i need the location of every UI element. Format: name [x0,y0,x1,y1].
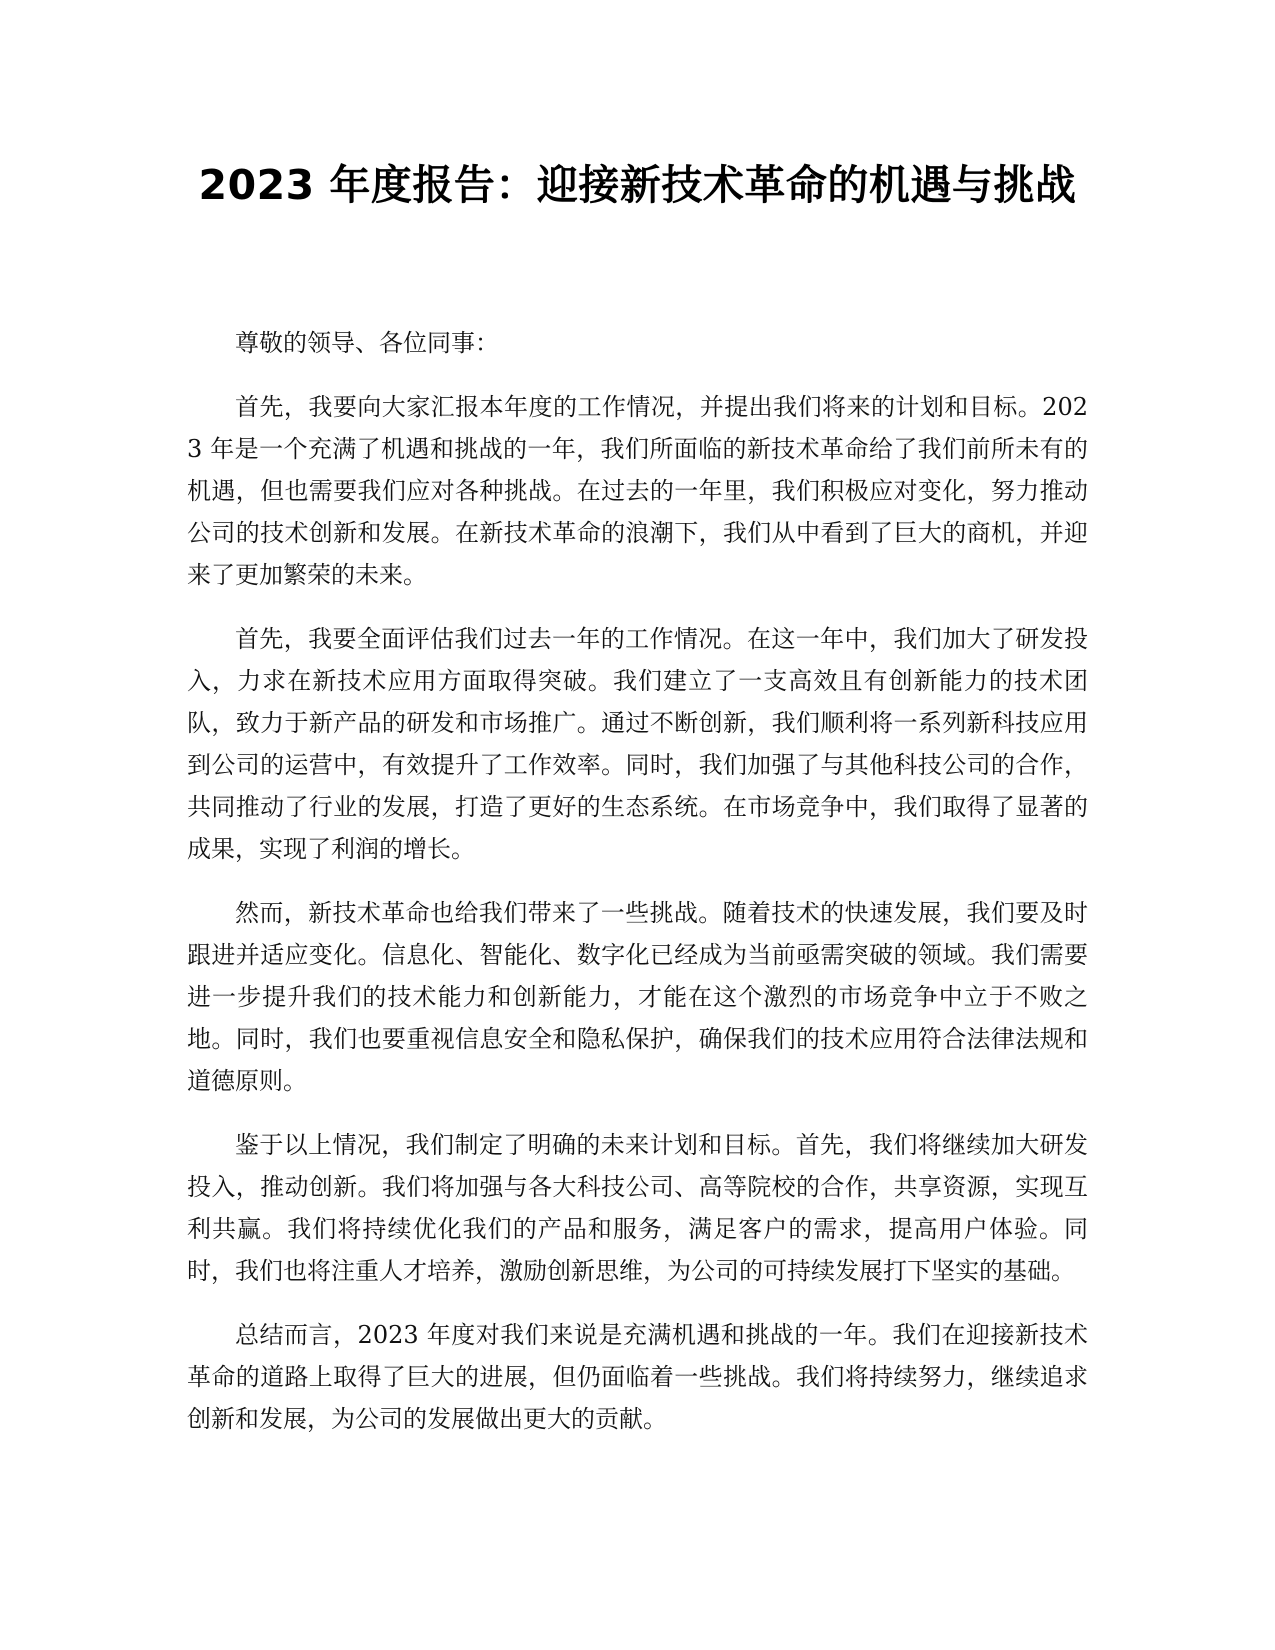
paragraph-challenges: 然而，新技术革命也给我们带来了一些挑战。随着技术的快速发展，我们要及时跟进并适应变化。信息化、智能化、数字化已经成为当前亟需突破的领域。我们需要进一步提升我们的技术能力和创新能力，才能在这个激烈的市场竞争中立于不败之地。同时，我们也要重视信息安全和隐私保护，确保我们的技术应用符合法律法规和道德原则。 [187,899,1088,1095]
paragraph-review: 首先，我要全面评估我们过去一年的工作情况。在这一年中，我们加大了研发投入，力求在新技术应用方面取得突破。我们建立了一支高效且有创新能力的技术团队，致力于新产品的研发和市场推广。通过不断创新，我们顺利将一系列新科技应用到公司的运营中，有效提升了工作效率。同时，我们加强了与其他科技公司的合作，共同推动了行业的发展，打造了更好的生态系统。在市场竞争中，我们取得了显著的成果，实现了利润的增长。 [187,625,1088,863]
paragraph-conclusion: 总结而言，2023 年度对我们来说是充满机遇和挑战的一年。我们在迎接新技术革命的道路上取得了巨大的进展，但仍面临着一些挑战。我们将持续努力，继续追求创新和发展，为公司的发展做出更大的贡献。 [187,1321,1088,1433]
document-title: 2023 年度报告：迎接新技术革命的机遇与挑战 [198,161,1077,209]
paragraph-greeting: 尊敬的领导、各位同事： [235,329,499,357]
document-body [187,322,1088,1462]
paragraph-plans: 鉴于以上情况，我们制定了明确的未来计划和目标。首先，我们将继续加大研发投入，推动创新。我们将加强与各大科技公司、高等院校的合作，共享资源，实现互利共赢。我们将持续优化我们的产品和服务，满足客户的需求，提高用户体验。同时，我们也将注重人才培养，激励创新思维，为公司的可持续发展打下坚实的基础。 [187,1131,1088,1285]
paragraph-introduction: 首先，我要向大家汇报本年度的工作情况，并提出我们将来的计划和目标。2023 年是一个充满了机遇和挑战的一年，我们所面临的新技术革命给了我们前所未有的机遇，但也需要我们应对各种挑战。在过去的一年里，我们积极应对变化，努力推动公司的技术创新和发展。在新技术革命的浪潮下，我们从中看到了巨大的商机，并迎来了更加繁荣的未来。 [187,393,1088,589]
